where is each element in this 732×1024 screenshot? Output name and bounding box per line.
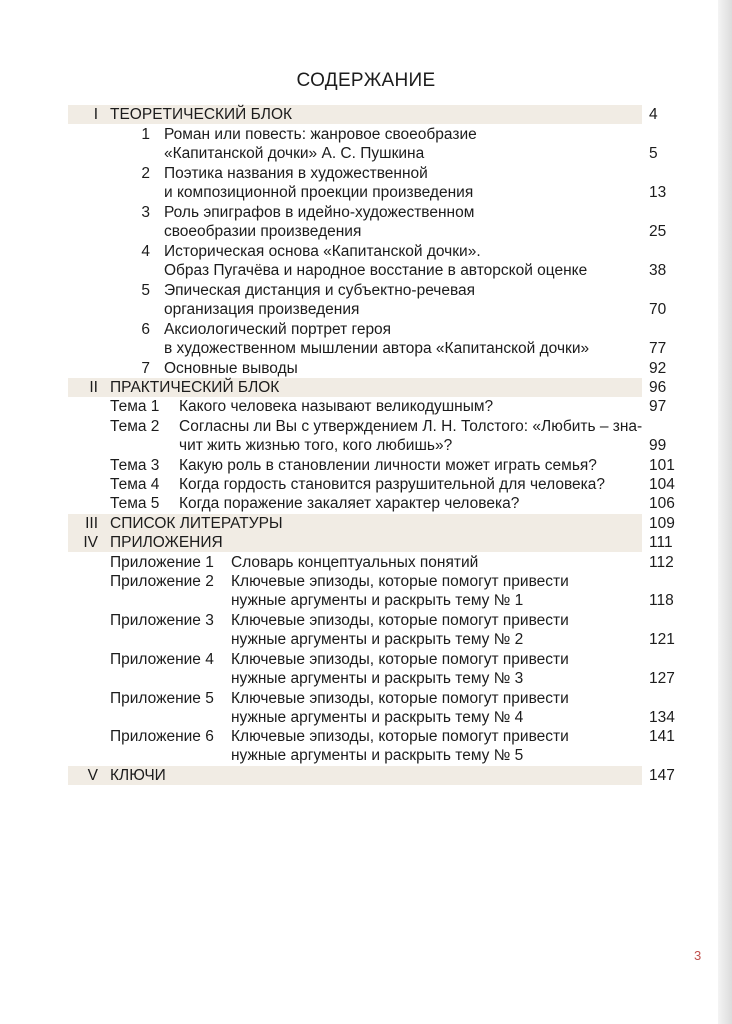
topic-page: 99 — [649, 437, 667, 455]
appendix-title-line1: Ключевые эпизоды, которые помогут привести — [231, 728, 569, 745]
section-number: II — [89, 379, 98, 396]
toc-topic-3[interactable] — [68, 456, 680, 475]
chapter-page: 38 — [649, 262, 667, 280]
section-label: ПРИЛОЖЕНИЯ — [110, 534, 223, 551]
section-page: 4 — [649, 106, 658, 123]
topic-label: Тема 1 — [110, 398, 160, 415]
topic-page: 106 — [649, 495, 675, 512]
chapter-page: 5 — [649, 145, 658, 163]
topic-label: Тема 2 — [110, 418, 160, 435]
appendix-label: Приложение 4 — [110, 651, 214, 668]
section-number: III — [85, 515, 98, 532]
toc-chapter-3[interactable] — [68, 203, 680, 242]
appendix-title-line2: нужные аргументы и раскрыть тему № 3 — [231, 670, 524, 688]
toc-chapter-4[interactable] — [68, 242, 680, 281]
toc-appendix-1[interactable] — [68, 553, 680, 572]
appendix-title-line1: Ключевые эпизоды, которые помогут привести — [231, 612, 569, 629]
chapter-title-line2: и композиционной проекции произведения — [164, 184, 474, 202]
chapter-number: 3 — [141, 204, 150, 221]
chapter-page: 92 — [649, 360, 667, 377]
section-label: ПРАКТИЧЕСКИЙ БЛОК — [110, 379, 280, 396]
appendix-label: Приложение 5 — [110, 690, 214, 707]
page-number: 3 — [694, 948, 702, 963]
toc-appendix-4[interactable] — [68, 650, 680, 689]
page-title: СОДЕРЖАНИЕ — [296, 70, 436, 91]
toc-chapter-2[interactable] — [68, 164, 680, 203]
toc-section-1[interactable] — [68, 105, 680, 124]
appendix-label: Приложение 3 — [110, 612, 214, 629]
appendix-title-line2: нужные аргументы и раскрыть тему № 2 — [231, 631, 524, 649]
appendix-title-line1: Ключевые эпизоды, которые помогут привести — [231, 651, 569, 668]
section-page: 147 — [649, 767, 675, 784]
toc-appendix-3[interactable] — [68, 611, 680, 650]
chapter-number: 5 — [141, 282, 150, 299]
chapter-title-line1: Основные выводы — [164, 360, 298, 377]
chapter-page: 77 — [649, 340, 667, 358]
chapter-title-line1: Аксиологический портрет героя — [164, 321, 392, 338]
appendix-page: 118 — [649, 592, 674, 610]
toc-chapter-6[interactable] — [68, 320, 680, 359]
appendix-title-line2: нужные аргументы и раскрыть тему № 5 — [231, 747, 524, 765]
appendix-title-line1: Словарь концептуальных понятий — [231, 554, 479, 571]
chapter-title-line2: организация произведения — [164, 301, 360, 319]
section-number: IV — [83, 534, 98, 551]
chapter-page: 70 — [649, 301, 667, 319]
section-label: КЛЮЧИ — [110, 767, 166, 784]
appendix-page: 121 — [649, 631, 675, 649]
toc-appendix-6[interactable] — [68, 727, 680, 766]
chapter-title-line1: Историческая основа «Капитанской дочки». — [164, 243, 481, 260]
chapter-number: 1 — [141, 126, 150, 143]
topic-title-line1: Когда гордость становится разрушительной для человека? — [179, 476, 606, 493]
toc-topic-5[interactable] — [68, 494, 680, 513]
section-label: СПИСОК ЛИТЕРАТУРЫ — [110, 515, 283, 532]
appendix-title-line2: нужные аргументы и раскрыть тему № 1 — [231, 592, 524, 610]
appendix-page: 141 — [649, 728, 675, 745]
toc-section-4[interactable] — [68, 533, 680, 552]
chapter-number: 6 — [141, 321, 150, 338]
toc-topic-4[interactable] — [68, 475, 680, 494]
topic-label: Тема 3 — [110, 457, 160, 474]
chapter-number: 2 — [141, 165, 150, 182]
toc-section-3[interactable] — [68, 514, 680, 533]
chapter-title-line1: Роман или повесть: жанровое своеобразие — [164, 126, 477, 143]
page-edge-shadow — [718, 0, 732, 1024]
section-label: ТЕОРЕТИЧЕСКИЙ БЛОК — [110, 106, 293, 123]
chapter-title-line1: Поэтика названия в художественной — [164, 165, 428, 182]
chapter-title-line1: Эпическая дистанция и субъектно-речевая — [164, 282, 476, 299]
topic-page: 101 — [649, 457, 675, 474]
topic-page: 104 — [649, 476, 675, 493]
appendix-page: 112 — [649, 554, 674, 571]
toc-chapter-5[interactable] — [68, 281, 680, 320]
toc-section-5[interactable] — [68, 766, 680, 785]
topic-title-line1: Какую роль в становлении личности может играть семья? — [179, 457, 597, 474]
appendix-title-line1: Ключевые эпизоды, которые помогут привести — [231, 573, 569, 590]
chapter-title-line2: в художественном мышлении автора «Капитанской дочки» — [164, 340, 590, 358]
chapter-number: 4 — [141, 243, 150, 260]
appendix-label: Приложение 6 — [110, 728, 214, 745]
appendix-title-line2: нужные аргументы и раскрыть тему № 4 — [231, 709, 524, 727]
topic-page: 97 — [649, 398, 667, 415]
chapter-page: 25 — [649, 223, 667, 241]
appendix-page: 127 — [649, 670, 675, 688]
section-number: V — [87, 767, 98, 784]
toc-chapter-7[interactable] — [68, 359, 680, 378]
section-number: I — [93, 106, 98, 123]
topic-label: Тема 5 — [110, 495, 160, 512]
toc-topic-2[interactable] — [68, 417, 680, 456]
toc-appendix-2[interactable] — [68, 572, 680, 611]
topic-label: Тема 4 — [110, 476, 160, 493]
toc-section-2[interactable] — [68, 378, 680, 397]
topic-title-line1: Какого человека называют великодушным? — [179, 398, 494, 415]
appendix-title-line1: Ключевые эпизоды, которые помогут привести — [231, 690, 569, 707]
chapter-page: 13 — [649, 184, 667, 202]
appendix-label: Приложение 1 — [110, 554, 214, 571]
section-page: 96 — [649, 379, 667, 396]
chapter-title-line2: «Капитанской дочки» А. С. Пушкина — [164, 145, 425, 163]
appendix-label: Приложение 2 — [110, 573, 214, 590]
topic-title-line1: Согласны ли Вы с утверждением Л. Н. Толстого: «Любить – зна- — [179, 418, 643, 435]
section-page: 111 — [649, 534, 673, 551]
chapter-title-line2: Образ Пугачёва и народное восстание в авторской оценке — [164, 262, 588, 280]
section-page: 109 — [649, 515, 675, 532]
topic-title-line1: Когда поражение закаляет характер человека? — [179, 495, 520, 512]
toc-chapter-1[interactable] — [68, 125, 680, 164]
appendix-page: 134 — [649, 709, 675, 727]
toc-appendix-5[interactable] — [68, 689, 680, 728]
chapter-title-line1: Роль эпиграфов в идейно-художественном — [164, 204, 475, 221]
chapter-number: 7 — [141, 360, 150, 377]
chapter-title-line2: своеобразии произведения — [164, 223, 362, 241]
toc-topic-1[interactable] — [68, 397, 680, 416]
topic-title-line2: чит жить жизнью того, кого любишь»? — [179, 437, 453, 455]
